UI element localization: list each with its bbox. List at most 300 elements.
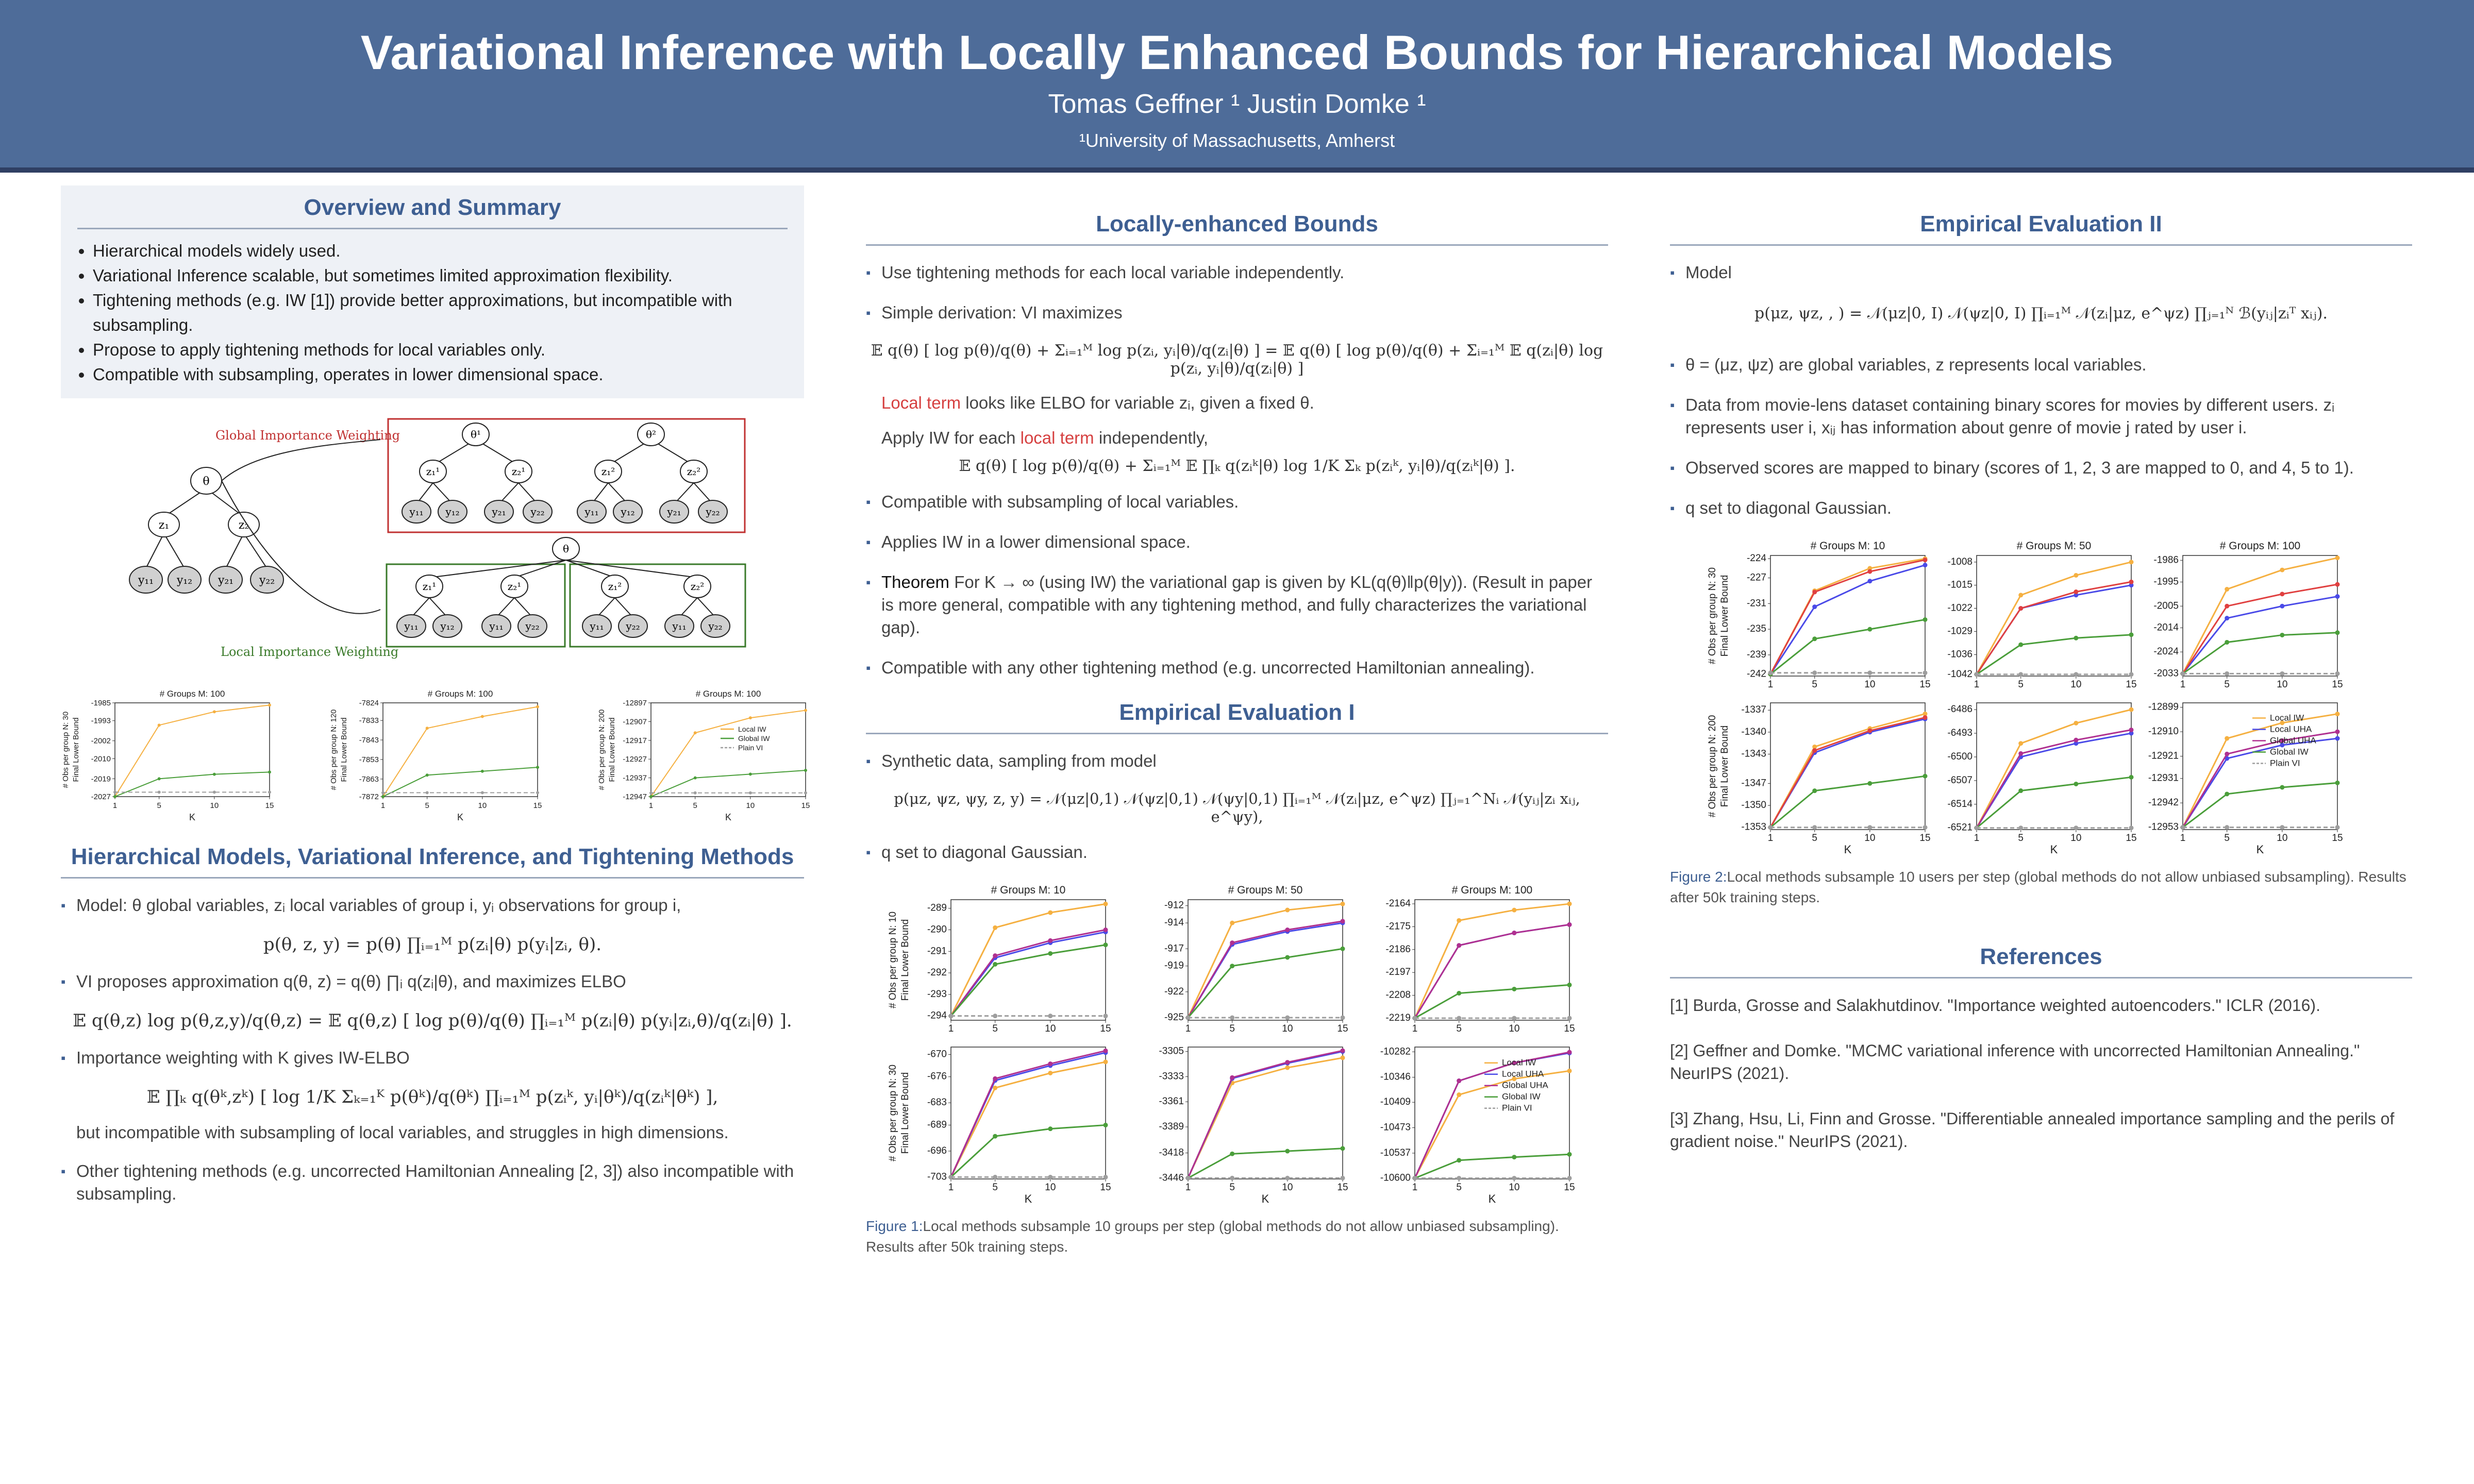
x-tick-label: 10 <box>1282 1182 1293 1193</box>
hier-eq3: 𝔼 ∏ₖ q(θᵏ,zᵏ) [ log 1/K Σₖ₌₁ᴷ p(θᵏ)/q(θᵏ) ∏ᵢ₌₁ᴹ p(zᵢᵏ, yᵢ|θᵏ)/q(zᵢᵏ|θᵏ) ], <box>146 1087 718 1107</box>
y-axis-label-2: Final Lower Bound <box>340 717 348 782</box>
y-tick-label: -1350 <box>1741 800 1766 811</box>
local-note-rest: looks like ELBO for variable zᵢ, given a fixed θ. <box>961 393 1314 412</box>
x-tick-label: 15 <box>801 801 810 810</box>
local-eq2: 𝔼 q(θ) [ log p(θ)/q(θ) + Σᵢ₌₁ᴹ 𝔼 ∏ₖ q(zᵢᵏ|θ) log 1/K Σₖ p(zᵢᵏ, yᵢ|θ)/q(zᵢᵏ|θ) ]. <box>959 457 1515 475</box>
y-tick-label: -3389 <box>1159 1121 1184 1132</box>
g2-y11: y₁₁ <box>584 505 599 518</box>
eval1-title: Empirical Evaluation I <box>866 700 1608 734</box>
g1-y11: y₁₁ <box>409 505 424 518</box>
y-tick-label: -2019 <box>91 774 111 784</box>
data-point <box>1230 1075 1234 1080</box>
local-iw-red: local term <box>1020 428 1094 447</box>
l-z11: z₁¹ <box>422 580 437 593</box>
data-point <box>481 715 484 718</box>
data-point <box>2181 671 2185 676</box>
x-tick-label: 15 <box>1100 1023 1111 1034</box>
data-point <box>1567 922 1572 927</box>
data-point <box>381 791 385 794</box>
y-tick-label: -6486 <box>1947 704 1972 715</box>
y-tick-label: -1337 <box>1741 704 1766 716</box>
data-point <box>749 772 752 775</box>
iw-diagram <box>61 414 804 671</box>
x-tick-label: 15 <box>1564 1182 1575 1193</box>
y-tick-label: -922 <box>1164 986 1184 997</box>
data-point <box>1048 1175 1052 1179</box>
x-tick-label: 1 <box>1974 833 1980 844</box>
data-point <box>1186 1176 1191 1181</box>
data-point <box>1457 943 1461 948</box>
y-tick-label: -2002 <box>91 736 111 746</box>
eval2-list-2 <box>1670 353 2412 519</box>
overview-item: • Variational Inference scalable, but sometimes limited approximation flexibility. <box>93 263 788 288</box>
x-tick-label: 1 <box>1185 1023 1191 1034</box>
data-point <box>1975 825 1979 830</box>
eval2-bullet: ▪ q set to diagonal Gaussian. <box>1670 497 2412 519</box>
y-axis-label: # Obs per group N: 200 <box>597 709 606 790</box>
x-tick-label: 5 <box>1456 1023 1462 1034</box>
l2-y11: y₁₁ <box>590 620 604 632</box>
data-point <box>2018 751 2023 756</box>
y-tick-label: -12921 <box>2148 750 2179 762</box>
x-tick-label: 5 <box>1229 1182 1235 1193</box>
l1-y11: y₁₁ <box>404 620 419 632</box>
chart-e2-r2c2 <box>1912 697 2139 856</box>
chart-small-b <box>329 684 545 823</box>
data-point <box>1867 579 1872 583</box>
chart-e1-r1c3 <box>1350 881 1577 1036</box>
eval1-charts <box>866 881 1608 1206</box>
data-point <box>2074 672 2078 677</box>
local-bullet: ▪ Use tightening methods for each local variable independently. <box>866 261 1608 284</box>
y-tick-label: -2027 <box>91 792 111 801</box>
overview-title: Overview and Summary <box>77 195 788 229</box>
chart-e2-r1c2 <box>1912 537 2139 692</box>
y-tick-label: -1995 <box>2153 576 2179 587</box>
plot-frame <box>1415 900 1569 1020</box>
data-point <box>1048 938 1052 943</box>
data-point <box>268 770 271 773</box>
plot-frame <box>651 703 806 797</box>
g1-y12: y₁₂ <box>445 505 460 518</box>
x-tick-label: 5 <box>1229 1023 1235 1034</box>
local-bullet: ▪ Simple derivation: VI maximizes <box>866 301 1608 324</box>
data-point <box>2181 825 2185 830</box>
data-point <box>2074 721 2078 726</box>
data-point <box>949 1014 954 1018</box>
reference-item: [2] Geffner and Domke. "MCMC variational inference with uncorrected Hamiltonian Annealing." NeurIPS (2021). <box>1670 1041 2360 1083</box>
z22-label: z₂² <box>687 465 701 478</box>
data-point <box>949 1175 954 1179</box>
series-line <box>1770 565 1925 674</box>
data-point <box>1048 1126 1052 1131</box>
data-point <box>481 770 484 773</box>
y-tick-label: -3446 <box>1159 1172 1184 1184</box>
y-tick-label: -239 <box>1746 649 1766 660</box>
z12-label: z₁² <box>601 465 615 478</box>
y-tick-label: -696 <box>927 1145 947 1156</box>
y-axis-label: # Obs per group N: 30 <box>1707 567 1718 664</box>
hier-eq1: p(θ, z, y) = p(θ) ∏ᵢ₌₁ᴹ p(zᵢ|θ) p(yᵢ|zᵢ, θ). <box>263 934 602 955</box>
data-point <box>804 769 807 772</box>
y-axis-label: # Obs per group N: 200 <box>1707 715 1718 818</box>
z21-label: z₂¹ <box>511 465 526 478</box>
data-point <box>2280 785 2284 790</box>
chart-small-c <box>597 684 813 823</box>
series-line <box>1415 1154 1569 1178</box>
data-point <box>2074 825 2078 830</box>
overview-item: • Propose to apply tightening methods for local variables only. <box>93 338 788 362</box>
reference-item: [3] Zhang, Hsu, Li, Finn and Grosse. "Differentiable annealed importance sampling and the perils of gradient noise." NeurIPS (2021). <box>1670 1109 2395 1151</box>
data-point <box>213 710 216 713</box>
y-axis-label-2: Final Lower Bound <box>900 919 911 1001</box>
data-point <box>1867 729 1872 733</box>
data-point <box>113 790 116 794</box>
legend-label: Local UHA <box>1502 1069 1544 1079</box>
overview-list <box>77 239 788 387</box>
eval2-bullet: ▪ Observed scores are mapped to binary (scores of 1, 2, 3 are mapped to 0, and 4, 5 to 1). <box>1670 457 2412 479</box>
data-point <box>2018 788 2023 793</box>
y-tick-label: -2014 <box>2153 622 2179 633</box>
y-tick-label: -1022 <box>1947 602 1972 614</box>
y-tick-label: -224 <box>1746 553 1766 564</box>
y-tick-label: -6507 <box>1947 774 1972 786</box>
theorem-text: For K → ∞ (using IW) the variational gap is given by KL(q(θ)‖p(θ|y)). (Result in paper is more general, compatible with any tightening method, and fully characterizes the variational gap). <box>881 572 1593 637</box>
y-tick-label: -7833 <box>359 716 379 726</box>
y-tick-label: -242 <box>1746 668 1766 680</box>
eval1-bullet: ▪ q set to diagonal Gaussian. <box>866 841 1608 864</box>
data-point <box>804 791 807 795</box>
global-iw-label: Global Importance Weighting <box>215 428 400 443</box>
x-tick-label: 10 <box>746 801 755 810</box>
y-axis-label-2: Final Lower Bound <box>72 717 80 782</box>
data-point <box>649 795 653 798</box>
data-point <box>1341 947 1345 951</box>
x-tick-label: 10 <box>1045 1023 1056 1034</box>
series-line <box>115 772 270 797</box>
series-line <box>951 1062 1106 1177</box>
x-tick-label: 10 <box>1864 833 1876 844</box>
chart-title: # Groups M: 100 <box>2219 540 2301 552</box>
y-axis-label-2: Final Lower Bound <box>900 1072 911 1154</box>
series-line <box>1977 730 2131 828</box>
local-bullet: ▪ Applies IW in a lower dimensional space. <box>866 531 1608 553</box>
y-tick-label: -2024 <box>2153 646 2179 657</box>
hier-list-2 <box>61 970 804 993</box>
data-point <box>1768 825 1773 830</box>
y-tick-label: -10473 <box>1380 1122 1411 1133</box>
x-tick-label: 10 <box>1045 1182 1056 1193</box>
y-tick-label: -289 <box>927 902 947 914</box>
y-tick-label: -12927 <box>623 755 647 764</box>
data-point <box>993 1086 997 1090</box>
x-tick-label: 1 <box>1767 833 1774 844</box>
y-tick-label: -1347 <box>1741 778 1766 789</box>
local-iw-a: Apply IW for each <box>881 428 1021 447</box>
data-point <box>1812 788 1817 793</box>
data-point <box>1457 1016 1461 1020</box>
x-tick-label: 15 <box>1337 1182 1348 1193</box>
data-point <box>1285 1015 1290 1020</box>
data-point <box>426 727 429 730</box>
data-point <box>993 1175 997 1179</box>
data-point <box>1048 1071 1052 1075</box>
series-line <box>383 707 538 797</box>
y-tick-label: -6514 <box>1947 798 1972 810</box>
data-point <box>993 1014 997 1018</box>
overview-box <box>61 185 804 398</box>
data-point <box>1104 927 1108 932</box>
x-tick-label: 10 <box>210 801 219 810</box>
y-tick-label: -917 <box>1164 943 1184 954</box>
eval1-list-2 <box>866 841 1608 864</box>
data-point <box>2335 582 2340 587</box>
x-tick-label: 5 <box>2224 833 2230 844</box>
data-point <box>1048 951 1052 956</box>
y-tick-label: -10537 <box>1380 1147 1411 1158</box>
y-axis-label: # Obs per group N: 10 <box>888 912 898 1008</box>
x-tick-label: 10 <box>2070 833 2082 844</box>
data-point <box>426 791 429 794</box>
g2-y22: y₂₂ <box>706 505 720 518</box>
data-point <box>2018 643 2023 647</box>
data-point <box>2225 587 2229 592</box>
data-point <box>2225 736 2229 741</box>
x-tick-label: 15 <box>2332 833 2343 844</box>
y-axis-label-2: Final Lower Bound <box>1719 575 1730 657</box>
references-title: References <box>1670 944 2412 979</box>
hier-eq2: 𝔼 q(θ,z) log p(θ,z,y)/q(θ,z) = 𝔼 q(θ,z) [ log p(θ)/q(θ) ∏ᵢ₌₁ᴹ p(zᵢ|θ) p(yᵢ|zᵢ,θ)/q(zᵢ|θ) ]. <box>73 1010 792 1031</box>
x-tick-label: 5 <box>425 801 429 810</box>
series-line <box>1977 710 2131 828</box>
data-point <box>2335 825 2340 830</box>
eval1-bullet: ▪ Synthetic data, sampling from model <box>866 750 1608 772</box>
data-point <box>536 766 539 769</box>
series-line <box>1188 1058 1343 1178</box>
local-iw-note <box>866 428 1608 448</box>
x-tick-label: 10 <box>478 801 487 810</box>
data-point <box>2225 604 2229 609</box>
y-tick-label: -1343 <box>1741 748 1766 760</box>
y-tick-label: -2010 <box>91 754 111 764</box>
data-point <box>2280 592 2284 596</box>
data-point <box>2074 589 2078 594</box>
hier-bullet: ▪ Model: θ global variables, zᵢ local variables of group i, yᵢ observations for group i, <box>61 894 804 917</box>
x-axis-label: K <box>2256 843 2264 856</box>
x-tick-label: 5 <box>157 801 161 810</box>
series-line <box>951 932 1106 1016</box>
series-line <box>115 705 270 797</box>
x-tick-label: 5 <box>2018 679 2024 690</box>
data-point <box>536 705 539 709</box>
chart-e1-r2c1 <box>887 1041 1113 1206</box>
eval2-bullet: ▪ Model <box>1670 261 2412 284</box>
g2-y21: y₂₁ <box>667 505 681 518</box>
y-axis-label: # Obs per group N: 30 <box>61 711 70 788</box>
series-line <box>1415 924 1569 1018</box>
chart-e2-r1c3 <box>2118 537 2345 692</box>
y-tick-label: -1029 <box>1947 626 1972 637</box>
y-tick-label: -2208 <box>1385 989 1411 1001</box>
y-tick-label: -1353 <box>1741 821 1766 833</box>
chart-title: # Groups M: 50 <box>1228 884 1303 896</box>
legend-label: Plain VI <box>738 743 763 752</box>
local-eq1: 𝔼 q(θ) [ log p(θ)/q(θ) + Σᵢ₌₁ᴹ log p(zᵢ, yᵢ|θ)/q(zᵢ|θ) ] = 𝔼 q(θ) [ log p(θ)/q(θ) + Σᵢ₌₁ᴹ 𝔼 q(zᵢ|θ) log p(zᵢ, yᵢ|θ)/q(zᵢ|θ) ] <box>871 342 1603 378</box>
g1-y22: y₂₂ <box>530 505 545 518</box>
series-line <box>951 1051 1106 1177</box>
x-tick-label: 5 <box>693 801 697 810</box>
y-tick-label: -10346 <box>1380 1071 1411 1083</box>
series-line <box>951 904 1106 1016</box>
data-point <box>268 790 271 794</box>
chart-title: # Groups M: 10 <box>991 884 1066 896</box>
data-point <box>2225 752 2229 756</box>
plot-frame <box>1415 1047 1569 1179</box>
y-tick-label: -12931 <box>2148 772 2179 784</box>
y-tick-label: -683 <box>927 1097 947 1108</box>
data-point <box>2074 573 2078 578</box>
series-line <box>1188 1149 1343 1178</box>
local-theta-label: θ <box>562 543 570 555</box>
chart-title: # Groups M: 100 <box>159 689 225 699</box>
x-tick-label: 15 <box>2332 679 2343 690</box>
series-line <box>1415 1052 1569 1178</box>
data-point <box>1104 902 1108 906</box>
l2-y22b: y₂₂ <box>708 620 723 632</box>
data-point <box>1867 825 1872 830</box>
data-point <box>1104 1175 1108 1179</box>
x-tick-label: 15 <box>2126 833 2137 844</box>
data-point <box>694 777 697 780</box>
data-point <box>1285 908 1290 913</box>
chart-e2-r2c3 <box>2118 697 2345 856</box>
data-point <box>1457 1158 1461 1162</box>
l1-y11b: y₁₁ <box>489 620 504 632</box>
data-point <box>1457 1176 1461 1181</box>
y-tick-label: -676 <box>927 1071 947 1082</box>
data-point <box>649 791 653 795</box>
y-tick-label: -7863 <box>359 774 379 784</box>
y-axis-label-2: Final Lower Bound <box>1719 725 1730 807</box>
x-tick-label: 1 <box>2180 833 2186 844</box>
y-tick-label: -2033 <box>2153 668 2179 679</box>
y-tick-label: -12897 <box>623 699 647 707</box>
x-tick-label: 5 <box>1812 833 1818 844</box>
data-point <box>1230 921 1234 925</box>
data-point <box>1341 1048 1345 1053</box>
series-line <box>951 1053 1106 1177</box>
x-tick-label: 15 <box>533 801 542 810</box>
data-point <box>1341 1146 1345 1151</box>
series-line <box>1770 559 1925 674</box>
y-tick-label: -12942 <box>2148 797 2179 808</box>
local-iw-b: independently, <box>1094 428 1209 447</box>
data-point <box>1567 902 1572 906</box>
y-tick-label: -670 <box>927 1049 947 1060</box>
x-tick-label: 1 <box>648 801 654 810</box>
data-point <box>1512 931 1516 935</box>
x-axis-label: K <box>2050 843 2058 856</box>
y-tick-label: -6500 <box>1947 751 1972 762</box>
data-point <box>993 925 997 930</box>
eval2-list <box>1670 261 2412 284</box>
x-tick-label: 1 <box>2180 679 2186 690</box>
data-point <box>1812 604 1817 609</box>
data-point <box>2018 741 2023 746</box>
y-tick-label: -290 <box>927 924 947 935</box>
chart-e1-r1c2 <box>1124 881 1350 1036</box>
y-tick-label: -6521 <box>1947 822 1972 833</box>
series-line <box>2183 597 2337 674</box>
legend-label: Global IW <box>2270 747 2309 757</box>
local-title: Locally-enhanced Bounds <box>866 211 1608 246</box>
local-bullet: ▪ Compatible with any other tightening method (e.g. uncorrected Hamiltonian annealing). <box>866 656 1608 679</box>
y-tick-label: -292 <box>927 967 947 979</box>
data-point <box>1341 1176 1345 1181</box>
x-tick-label: 5 <box>992 1023 998 1034</box>
y-tick-label: -3305 <box>1159 1045 1184 1057</box>
reference-item: [1] Burda, Grosse and Salakhutdinov. "Importance weighted autoencoders." ICLR (2016). <box>1670 996 2320 1015</box>
data-point <box>481 791 484 794</box>
data-point <box>749 716 752 719</box>
legend-label: Plain VI <box>2270 758 2300 768</box>
data-point <box>536 791 539 794</box>
data-point <box>1230 1176 1234 1181</box>
x-tick-label: 15 <box>1100 1182 1111 1193</box>
legend-label: Plain VI <box>1502 1103 1532 1113</box>
x-axis-label: K <box>1844 843 1852 856</box>
data-point <box>1812 748 1817 753</box>
y-tick-label: -2197 <box>1385 967 1411 978</box>
data-point <box>1457 918 1461 923</box>
data-point <box>1512 1155 1516 1159</box>
data-point <box>1457 1078 1461 1083</box>
data-point <box>1285 1176 1290 1181</box>
x-tick-label: 10 <box>2277 679 2288 690</box>
data-point <box>1812 670 1817 675</box>
data-point <box>2335 630 2340 635</box>
eval2-bullet: ▪ θ = (μz, ψz) are global variables, z represents local variables. <box>1670 353 2412 376</box>
series-line <box>951 930 1106 1016</box>
data-point <box>1341 1055 1345 1060</box>
l-z21: z₂¹ <box>507 580 522 593</box>
y12-label: y₁₂ <box>176 574 193 587</box>
data-point <box>1567 1050 1572 1055</box>
data-point <box>1867 569 1872 574</box>
data-point <box>1457 1092 1461 1097</box>
x-axis-label: K <box>1024 1192 1032 1205</box>
y-tick-label: -1042 <box>1947 668 1972 680</box>
y-tick-label: -227 <box>1746 572 1766 583</box>
data-point <box>1285 955 1290 959</box>
data-point <box>1285 1060 1290 1065</box>
theta-label: θ <box>203 475 210 488</box>
x-tick-label: 5 <box>1812 679 1818 690</box>
data-point <box>2074 782 2078 786</box>
series-line <box>1977 582 2131 674</box>
data-point <box>1512 908 1516 913</box>
data-point <box>1104 1123 1108 1127</box>
y-tick-label: -7843 <box>359 736 379 745</box>
data-point <box>1341 919 1345 923</box>
x-tick-label: 1 <box>1412 1182 1418 1193</box>
plot-frame <box>1770 703 1925 830</box>
data-point <box>1812 636 1817 641</box>
hier-title: Hierarchical Models, Variational Inference, and Tightening Methods <box>61 844 804 879</box>
x-tick-label: 15 <box>1564 1023 1575 1034</box>
column-left <box>61 185 810 1223</box>
x-axis-label: K <box>1488 1192 1496 1205</box>
